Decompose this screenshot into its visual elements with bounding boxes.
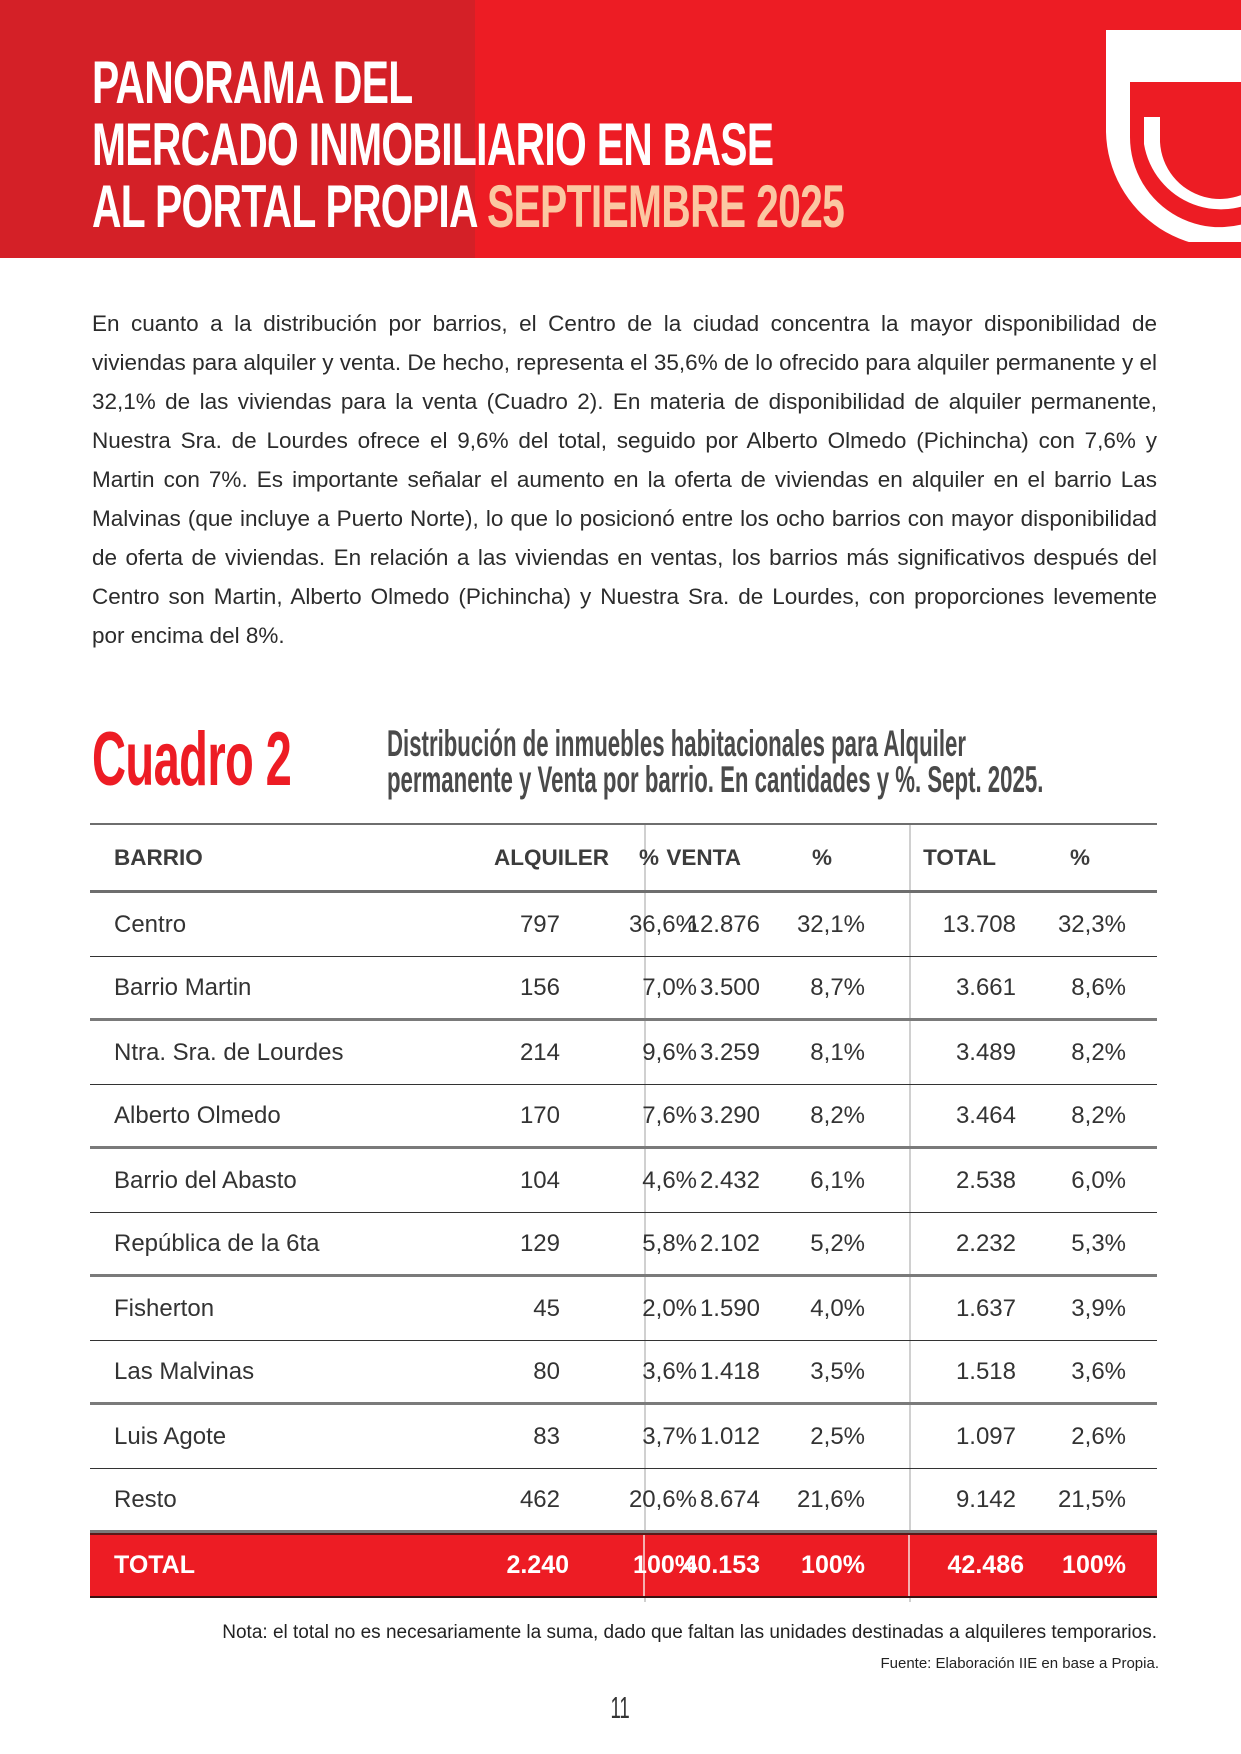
cell-total: 2.232: [955, 1229, 1016, 1257]
table-row: [90, 893, 1157, 957]
cuadro-label: Cuadro 2: [92, 717, 292, 802]
column-divider: [908, 1535, 910, 1596]
shield-logo-icon: [1100, 22, 1241, 242]
total-label: TOTAL: [114, 1551, 196, 1579]
cell-alquiler: 797: [519, 910, 560, 938]
cuadro-description-line-2: permanente y Venta por barrio. En cantidades y %. Sept. 2025.: [387, 759, 1044, 800]
cell-total-pct: 21,5%: [1057, 1485, 1126, 1513]
cell-total-pct: 2,6%: [1071, 1422, 1126, 1450]
cell-total: 1.518: [955, 1357, 1016, 1385]
cell-alquiler: 170: [519, 1101, 560, 1129]
cell-total: 3.661: [955, 973, 1016, 1001]
cell-barrio: Alberto Olmedo: [114, 1101, 281, 1129]
header-total: TOTAL: [923, 844, 996, 870]
total-total-pct: 100%: [1062, 1551, 1126, 1579]
cell-barrio: Fisherton: [114, 1294, 215, 1322]
title-line-3: [92, 173, 845, 240]
table-row: [90, 1277, 1157, 1341]
header-venta: VENTA: [666, 844, 741, 870]
header-alquiler: ALQUILER: [494, 844, 609, 870]
cell-venta-pct: 21,6%: [796, 1485, 865, 1513]
total-total: 42.486: [947, 1551, 1024, 1579]
cell-alquiler: 83: [533, 1422, 560, 1450]
cell-barrio: Luis Agote: [114, 1422, 227, 1450]
table-source: Fuente: Elaboración IIE en base a Propia.: [880, 1655, 1159, 1672]
cell-barrio: República de la 6ta: [114, 1229, 320, 1257]
cell-venta: 2.432: [699, 1166, 760, 1194]
cell-venta: 12.876: [686, 910, 760, 938]
table-body: [90, 893, 1157, 1533]
cell-venta-pct: 8,2%: [810, 1101, 865, 1129]
cell-total: 13.708: [942, 910, 1016, 938]
cell-venta-pct: 5,2%: [810, 1229, 865, 1257]
header-total-pct: %: [1069, 844, 1090, 870]
table-row: [90, 1085, 1157, 1149]
cell-venta: 3.500: [699, 973, 760, 1001]
cell-barrio: Centro: [114, 910, 187, 938]
cell-alquiler: 214: [519, 1038, 560, 1066]
cell-venta: 1.418: [699, 1357, 760, 1385]
total-alquiler: 2.240: [506, 1551, 569, 1579]
cell-total-pct: 3,9%: [1071, 1294, 1126, 1322]
cell-total-pct: 6,0%: [1071, 1166, 1126, 1194]
table-row: [90, 1405, 1157, 1469]
table-row: [90, 1341, 1157, 1405]
cell-alquiler-pct: 3,7%: [642, 1422, 697, 1450]
total-venta: 40.153: [683, 1551, 760, 1579]
cell-alquiler: 45: [533, 1294, 560, 1322]
cell-venta-pct: 2,5%: [810, 1422, 865, 1450]
cell-alquiler-pct: 9,6%: [642, 1038, 697, 1066]
cell-venta: 3.259: [699, 1038, 760, 1066]
header-barrio: BARRIO: [114, 844, 203, 870]
cell-barrio: Barrio del Abasto: [114, 1166, 297, 1194]
cell-total-pct: 5,3%: [1071, 1229, 1126, 1257]
distribution-table: [90, 823, 1157, 1598]
cell-alquiler-pct: 2,0%: [642, 1294, 697, 1322]
cell-barrio: Ntra. Sra. de Lourdes: [114, 1038, 344, 1066]
cell-total: 3.464: [955, 1101, 1016, 1129]
title-date-accent: SEPTIEMBRE 2025: [486, 173, 845, 240]
intro-paragraph: En cuanto a la distribución por barrios, el Centro de la ciudad concentra la mayor disponibilidad de viviendas para alquiler y venta. De hecho, representa el 35,6% de lo ofrecido para alquiler permanente y el 32,1% de las viviendas para la venta (Cuadro 2). En materia de disponibilidad de alquiler permanente, Nuestra Sra. de Lourdes ofrece el 9,6% del total, seguido por Alberto Olmedo (Pichincha) con 7,6% y Martin con 7%. Es importante señalar el aumento en la oferta de viviendas en alquiler en el barrio Las Malvinas (que incluye a Puerto Norte), lo que lo posicionó entre los ocho barrios con mayor disponibilidad de oferta de viviendas. En relación a las viviendas en ventas, los barrios más significativos después del Centro son Martin, Alberto Olmedo (Pichincha) y Nuestra Sra. de Lourdes, con proporciones levemente por encima del 8%.: [92, 311, 1157, 648]
report-title: [92, 49, 1198, 240]
cell-total: 1.637: [955, 1294, 1016, 1322]
header-alquiler-pct: %: [638, 844, 659, 870]
page-number: [0, 1690, 1241, 1726]
cell-total-pct: 32,3%: [1057, 910, 1126, 938]
cell-venta: 3.290: [699, 1101, 760, 1129]
page-header: [0, 0, 1241, 258]
cell-barrio: Resto: [114, 1485, 177, 1513]
cell-venta: 8.674: [699, 1485, 760, 1513]
cell-total: 9.142: [955, 1485, 1016, 1513]
table-row: [90, 957, 1157, 1021]
title-line-1: PANORAMA DEL: [92, 49, 413, 116]
cell-alquiler: 80: [533, 1357, 560, 1385]
cell-venta: 1.012: [699, 1422, 760, 1450]
cell-total-pct: 3,6%: [1071, 1357, 1126, 1385]
cell-alquiler-pct: 7,0%: [642, 973, 697, 1001]
cell-alquiler-pct: 36,6%: [628, 910, 697, 938]
cuadro-description-line-1: Distribución de inmuebles habitacionales para Alquiler: [387, 723, 966, 764]
cell-venta-pct: 4,0%: [810, 1294, 865, 1322]
table-row: [90, 1469, 1157, 1533]
table-header-row: [90, 823, 1157, 893]
cell-alquiler-pct: 4,6%: [642, 1166, 697, 1194]
title-line-2: MERCADO INMOBILIARIO EN BASE: [92, 111, 774, 178]
cell-alquiler: 462: [519, 1485, 560, 1513]
table-row: [90, 1213, 1157, 1277]
table-row: [90, 1021, 1157, 1085]
title-line-3-text: AL PORTAL PROPIA: [92, 173, 477, 240]
cell-alquiler-pct: 7,6%: [642, 1101, 697, 1129]
cell-alquiler-pct: 3,6%: [642, 1357, 697, 1385]
header-venta-pct: %: [811, 844, 832, 870]
cell-total: 2.538: [955, 1166, 1016, 1194]
cell-venta-pct: 6,1%: [810, 1166, 865, 1194]
table-note: Nota: el total no es necesariamente la suma, dado que faltan las unidades destinadas a alquileres temporarios.: [222, 1622, 1157, 1643]
cell-alquiler: 156: [519, 973, 560, 1001]
cell-venta-pct: 3,5%: [810, 1357, 865, 1385]
cell-venta: 1.590: [699, 1294, 760, 1322]
cell-alquiler-pct: 20,6%: [628, 1485, 697, 1513]
cell-alquiler: 129: [519, 1229, 560, 1257]
table-total-row: [90, 1533, 1157, 1598]
cell-alquiler-pct: 5,8%: [642, 1229, 697, 1257]
total-venta-pct: 100%: [801, 1551, 865, 1579]
cell-total: 3.489: [955, 1038, 1016, 1066]
cell-total-pct: 8,2%: [1071, 1038, 1126, 1066]
cell-venta-pct: 32,1%: [796, 910, 865, 938]
table-row: [90, 1149, 1157, 1213]
page-number-text: 11: [610, 1690, 631, 1725]
cuadro-description: [387, 723, 1044, 800]
cell-alquiler: 104: [519, 1166, 560, 1194]
cell-total-pct: 8,6%: [1071, 973, 1126, 1001]
cell-total: 1.097: [955, 1422, 1016, 1450]
cell-total-pct: 8,2%: [1071, 1101, 1126, 1129]
cell-venta-pct: 8,1%: [810, 1038, 865, 1066]
cell-barrio: Barrio Martin: [114, 973, 252, 1001]
total-alquiler-pct: 100%: [633, 1551, 697, 1579]
cell-venta: 2.102: [699, 1229, 760, 1257]
cell-venta-pct: 8,7%: [810, 973, 865, 1001]
cell-barrio: Las Malvinas: [114, 1357, 255, 1385]
